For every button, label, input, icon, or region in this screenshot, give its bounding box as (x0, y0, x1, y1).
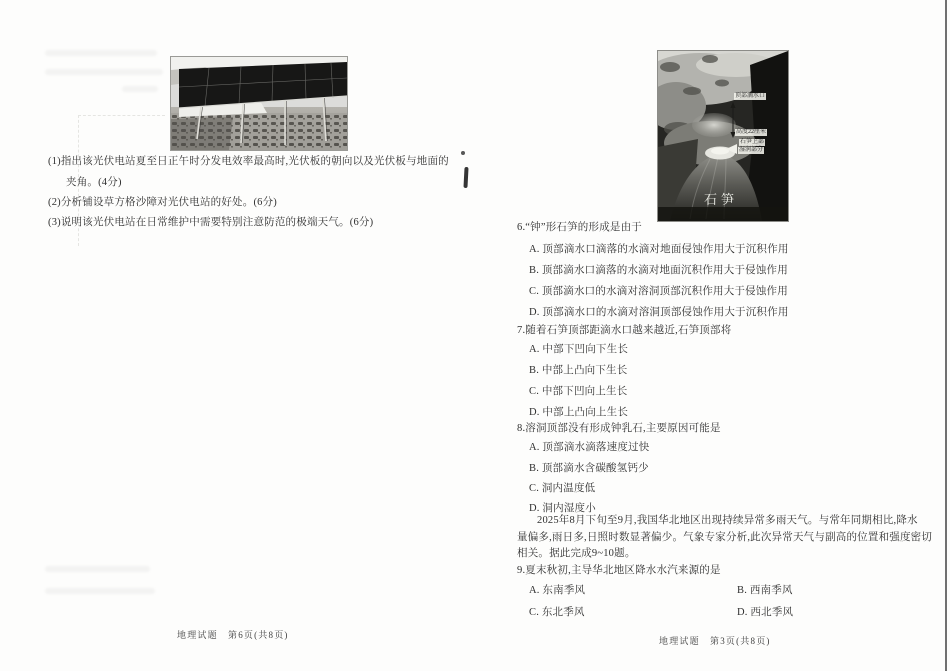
bleedthrough-text-mark (45, 566, 150, 572)
photo-label-wet-part: 湿润部分 (739, 147, 764, 153)
intro-paragraph-line2: 量偏多,雨日多,日照时数显著偏少。气象专家分析,此次异常天气与副高的位置和强度密切 (517, 532, 933, 543)
question-9-option-d: D. 西北季风 (737, 607, 794, 618)
question-1-line2: 夹角。(4分) (66, 177, 122, 188)
question-6-option-c: C. 顶部滴水口的水滴对溶洞顶部沉积作用大于侵蚀作用 (529, 286, 788, 297)
question-8-option-d: D. 洞内湿度小 (529, 503, 596, 514)
question-7-option-b: B. 中部上凸向下生长 (529, 365, 628, 376)
question-8-option-c: C. 洞内温度低 (529, 483, 596, 494)
question-8-stem: 8.溶洞顶部没有形成钟乳石,主要原因可能是 (517, 423, 721, 434)
scan-edge-line (945, 0, 947, 671)
question-6-option-b: B. 顶部滴水口滴落的水滴对地面沉积作用大于侵蚀作用 (529, 265, 788, 276)
bleedthrough-text-mark (45, 588, 155, 594)
question-9-option-b: B. 西南季风 (737, 585, 793, 596)
bleedthrough-text-mark (45, 50, 157, 56)
question-6-stem: 6.“钟”形石笋的形成是由于 (517, 222, 642, 233)
question-7-option-c: C. 中部下凹向上生长 (529, 386, 628, 397)
intro-paragraph-line1: 2025年8月下旬至9月,我国华北地区出现持续异常多雨天气。与常年同期相比,降水 (537, 515, 918, 526)
solar-station-photo-graphic (171, 57, 347, 150)
scan-spot-artifact (461, 151, 465, 155)
question-7-option-a: A. 中部下凹向下生长 (529, 344, 629, 355)
bleedthrough-text-mark (122, 86, 158, 92)
bleedthrough-text-mark (45, 69, 163, 75)
panel-array (179, 62, 347, 108)
scan-binding-mark (463, 167, 468, 188)
intro-paragraph-line3: 相关。据此完成9~10题。 (517, 548, 636, 559)
question-1-line1: (1)指出该光伏电站夏至日正午时分发电效率最高时,光伏板的朝向以及光伏板与地面的 (48, 156, 449, 167)
photo-label-stalagmite: 石笋 (704, 192, 739, 207)
question-9-option-a: A. 东南季风 (529, 585, 586, 596)
question-3: (3)说明该光伏电站在日常维护中需要特别注意防范的极端天气。(6分) (48, 217, 374, 228)
photo-label-height: 高度22厘米 (736, 129, 767, 135)
question-6-option-a: A. 顶部滴水口滴落的水滴对地面侵蚀作用大于沉积作用 (529, 244, 789, 255)
photo-label-upper-part: 石笋上部 (740, 139, 765, 145)
question-6-option-d: D. 顶部滴水口的水滴对溶洞顶部侵蚀作用大于沉积作用 (529, 307, 789, 318)
solar-station-photo (170, 56, 348, 151)
question-9-option-c: C. 东北季风 (529, 607, 585, 618)
question-8-option-b: B. 顶部滴水含碳酸氢钙少 (529, 463, 649, 474)
stalagmite-photo (657, 50, 789, 222)
question-2: (2)分析铺设草方格沙障对光伏电站的好处。(6分) (48, 197, 277, 208)
question-9-stem: 9.夏末秋初,主导华北地区降水水汽来源的是 (517, 565, 721, 576)
question-8-option-a: A. 顶部滴水滴落速度过快 (529, 442, 650, 453)
left-page-footer: 地理试题 第6页(共8页) (177, 630, 289, 640)
question-7-option-d: D. 中部上凸向上生长 (529, 407, 629, 418)
question-7-stem: 7.随着石笋顶部距滴水口越来越近,石笋顶部将 (517, 325, 732, 336)
photo-label-drip-opening: 顶部滴水口 (735, 93, 766, 99)
right-page-footer: 地理试题 第3页(共8页) (659, 636, 771, 646)
